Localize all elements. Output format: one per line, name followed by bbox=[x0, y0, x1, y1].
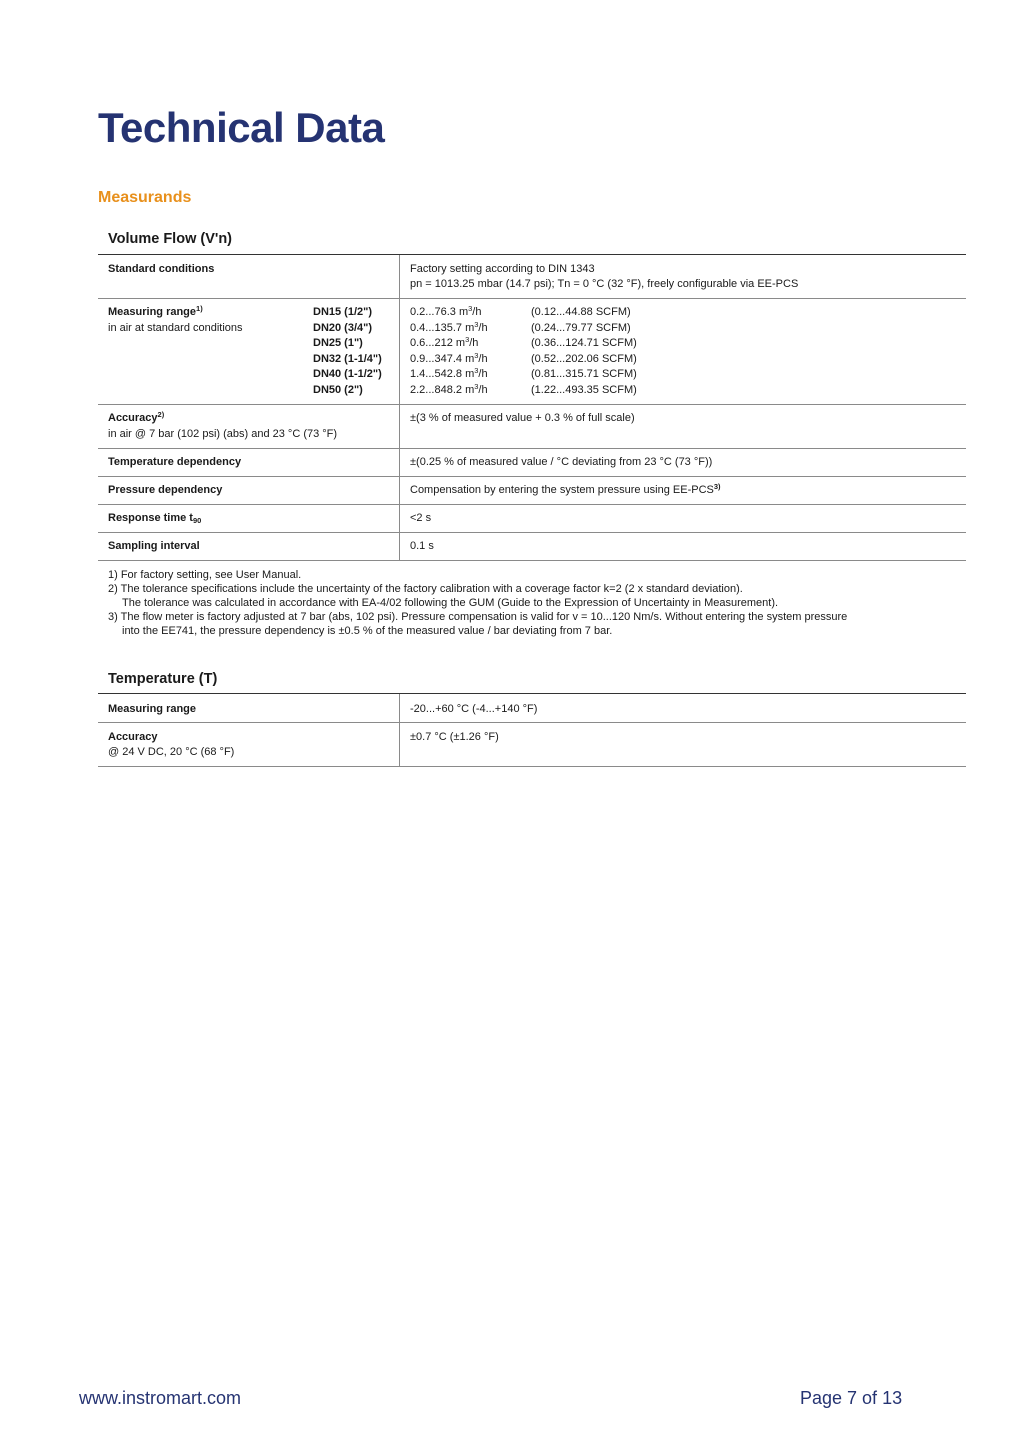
measuring-range-scfm: (0.36...124.71 SCFM) bbox=[531, 337, 637, 349]
measuring-range-value: 2.2...848.2 $m^3/h$ bbox=[410, 381, 488, 396]
table-bottom-rule bbox=[98, 766, 966, 767]
temperature-dependency-label: Temperature dependency bbox=[108, 456, 242, 468]
footer-website-link[interactable]: www.instromart.com bbox=[79, 1388, 242, 1408]
accuracy-value: ±(3 % of measured value + 0.3 % of full scale) bbox=[410, 412, 635, 424]
footnote-3-continued: into the EE741, the pressure dependency is ±0.5 % of the measured value / bar deviating from 7 bar. bbox=[122, 625, 613, 637]
response-time-value: <2 s bbox=[410, 512, 432, 524]
temp-measuring-range-label: Measuring range bbox=[108, 703, 197, 715]
measuring-range-scfm: (0.52...202.06 SCFM) bbox=[531, 352, 637, 365]
standard-conditions-line1: Factory setting according to DIN 1343 bbox=[410, 263, 595, 275]
pressure-dependency-label: Pressure dependency bbox=[108, 484, 223, 496]
temperature-column-divider bbox=[399, 694, 400, 766]
temperature-dependency-value: ±(0.25 % of measured value / °C deviating from 23 °C (73 °F)) bbox=[410, 456, 713, 468]
measuring-range-sublabel: in air at standard conditions bbox=[108, 322, 243, 334]
measuring-range-dn: DN50 (2") bbox=[313, 383, 363, 396]
measuring-range-dn: DN15 (1/2") bbox=[313, 306, 373, 318]
measuring-range-dn: DN20 (3/4") bbox=[313, 321, 373, 334]
standard-conditions-label: Standard conditions bbox=[108, 263, 215, 275]
row-divider bbox=[98, 476, 966, 477]
temp-accuracy-value: ±0.7 °C (±1.26 °F) bbox=[410, 731, 499, 743]
pressure-dependency-value: Compensation by entering the system pressure using EE-PCS$^{3)}$ bbox=[410, 482, 721, 496]
volume-flow-column-divider bbox=[399, 255, 400, 561]
accuracy-sublabel: in air @ 7 bar (102 psi) (abs) and 23 °C (73 °F) bbox=[108, 428, 338, 440]
standard-conditions-line2: pn = 1013.25 mbar (14.7 psi); Tn = 0 °C (32 °F), freely configurable via EE-PCS bbox=[410, 278, 799, 290]
footer-page-number: Page 7 of 13 bbox=[800, 1388, 903, 1408]
footnote-1: 1) For factory setting, see User Manual. bbox=[108, 569, 302, 581]
row-divider bbox=[98, 532, 966, 533]
row-divider bbox=[98, 298, 966, 299]
volume-flow-table-title: Volume Flow (V'n) bbox=[108, 231, 233, 247]
page-title: Technical Data bbox=[98, 104, 385, 151]
row-divider bbox=[98, 404, 966, 405]
row-divider bbox=[98, 504, 966, 505]
measuring-range-scfm: (0.24...79.77 SCFM) bbox=[531, 321, 631, 334]
temp-accuracy-sublabel: @ 24 V DC, 20 °C (68 °F) bbox=[108, 746, 235, 758]
measuring-range-scfm: (0.12...44.88 SCFM) bbox=[531, 306, 631, 318]
measuring-range-value: 0.6...212 $m^3/h$ bbox=[410, 335, 479, 349]
measuring-range-label: Measuring range$^{1)}$ bbox=[108, 304, 203, 318]
measuring-range-scfm: (0.81...315.71 SCFM) bbox=[531, 368, 637, 380]
response-time-label: Response time $t_{90}$ bbox=[108, 512, 202, 525]
measuring-range-value: 1.4...542.8 $m^3/h$ bbox=[410, 366, 488, 380]
table-bottom-rule bbox=[98, 560, 966, 561]
sampling-interval-value: 0.1 s bbox=[410, 540, 434, 552]
row-divider bbox=[98, 448, 966, 449]
temp-measuring-range-value: -20...+60 °C (-4...+140 °F) bbox=[410, 703, 538, 715]
temperature-table-title: Temperature (T) bbox=[108, 671, 218, 687]
measuring-range-dn: DN32 (1-1/4") bbox=[313, 352, 382, 365]
measuring-range-value: 0.2...76.3 $m^3/h$ bbox=[410, 304, 482, 318]
volume-flow-top-rule bbox=[98, 254, 966, 255]
row-divider bbox=[98, 722, 966, 723]
measuring-range-dn: DN25 (1") bbox=[313, 337, 363, 349]
temperature-top-rule bbox=[98, 693, 966, 694]
temp-accuracy-label: Accuracy bbox=[108, 731, 158, 743]
footnote-2: 2) The tolerance specifications include the uncertainty of the factory calibration with a coverage factor k=2 (2 x standard deviation). bbox=[108, 583, 743, 595]
footnote-3: 3) The flow meter is factory adjusted at 7 bar (abs, 102 psi). Pressure compensation is valid for v = 10...120 Nm/s. Without entering the system pressure bbox=[108, 611, 848, 623]
section-heading-measurands: Measurands bbox=[98, 189, 192, 206]
measuring-range-value: 0.4...135.7 $m^3/h$ bbox=[410, 319, 488, 334]
accuracy-label: Accuracy$^{2)}$ bbox=[108, 410, 165, 424]
sampling-interval-label: Sampling interval bbox=[108, 540, 200, 552]
measuring-range-scfm: (1.22...493.35 SCFM) bbox=[531, 383, 637, 396]
measuring-range-value: 0.9...347.4 $m^3/h$ bbox=[410, 350, 488, 365]
footnote-2-continued: The tolerance was calculated in accordance with EA-4/02 following the GUM (Guide to the Expression of Uncertainty in Measurement). bbox=[122, 597, 779, 609]
measuring-range-dn: DN40 (1-1/2") bbox=[313, 368, 382, 380]
